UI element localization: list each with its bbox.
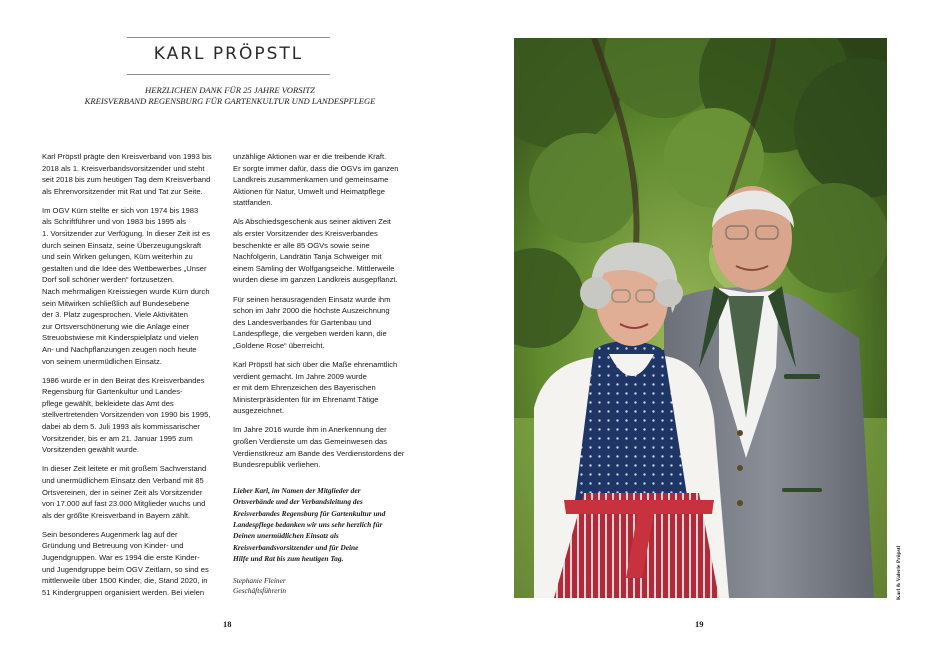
paragraph: Für seinen herausragenden Einsatz wurde ihm schon im Jahr 2000 die höchste Auszeichnung des Landesverbandes für Gartenbau und Landespflege, die vergeben werden kann, die „Goldene Rose“ überreicht. (233, 294, 391, 350)
paragraph: 1986 wurde er in den Beirat des Kreisverbandes Regensburg für Gartenkultur und Landes- pflege gewählt, bekleidete das Amt des stellvertretenden Vorsitzenden von 1990 bis 1995, dabei ab dem 5. Juli 1993 als kommissarischer Vorsitzender, bis er am 21. Januar 1995 zum Vorsitzenden gewählt wurde. (42, 375, 211, 455)
paragraph: Karl Pröpstl hat sich über die Maße ehrenamtlich verdient gemacht. Im Jahre 2009 wurde er mit dem Ehrenzeichen des Bayerischen Ministerpräsidenten für im Ehrenamt Tätige ausgezeichnet. (233, 360, 398, 416)
page-title: KARL PRÖPSTL (153, 44, 304, 64)
subtitle-line-2: KREISVERBAND REGENSBURG FÜR GARTENKULTUR UND LANDESPFLEGE (84, 96, 376, 106)
text-column-2 (233, 151, 419, 597)
portrait-photo (514, 38, 887, 598)
photo-credit: Karl & Valerie Pröpstl (896, 545, 902, 600)
text-column-1 (42, 151, 228, 606)
page-number-left: 18 (223, 619, 232, 629)
signature: Stephanie Fleiner Geschäftsführerin (233, 575, 287, 596)
paragraph: Karl Pröpstl prägte den Kreisverband von 1993 bis 2018 als 1. Kreisverbandsvorsitzender und steht seit 2018 bis zum heutigen Tag dem Kreisverband als Ehrenvorsitzender mit Rat und Tat zur Seite. (42, 152, 212, 196)
closing-dedication: Lieber Karl, im Namen der Mitglieder der Ortsverbände und der Verbandsleitung des Kreisverbandes Regensburg für Gartenkultur und Landespflege bedanken wir uns sehr herzlich für Deinen unermüdlichen Einsatz als Kreisverbandsvorsitzender und für Deine Hilfe und Rat bis zum heutigen Tag. (233, 485, 386, 564)
paragraph: Im Jahre 2016 wurde ihm in Anerkennung der großen Verdienste um das Gemeinwesen das Verdienstkreuz am Bande des Verdienstordens der Bundesrepublik verliehen. (233, 425, 405, 470)
paragraph: In dieser Zeit leitete er mit großem Sachverstand und unermüdlichem Einsatz den Verband mit 85 Ortsvereinen, der in seiner Zeit als Vorsitzender von 17.000 auf fast 23.000 Mitglieder wuchs und als der größte Kreisverband in Bayern zählt. (42, 464, 207, 520)
subtitle (60, 85, 400, 107)
page-number-right: 19 (695, 619, 704, 629)
title-rule-top (127, 37, 330, 38)
paragraph: Als Abschiedsgeschenk aus seiner aktiven Zeit als erster Vorsitzender des Kreisverbandes beschenkte er alle 85 OGVs sowie seine Nachfolgerin, Landrätin Tanja Schweiger mit einem Sämling der Wolfgangseiche. Mittlerweile wurden diese im ganzen Landkreis ausgepflanzt. (233, 217, 398, 285)
title-rule-bottom (127, 74, 330, 75)
portrait-illustration (514, 38, 887, 598)
subtitle-line-1: HERZLICHEN DANK FÜR 25 JAHRE VORSITZ (145, 85, 315, 95)
paragraph: Im OGV Kürn stellte er sich von 1974 bis 1983 als Schriftführer und von 1983 bis 1995 als 1. Vorsitzender zur Verfügung. In dieser Zeit ist es durch seinen Einsatz, seine Überzeugungskraft und sein Wirken gelungen, Kürn weiterhin zu gestalten und die Idee des Wettbewerbes „Unser Dorf soll schöner werden“ fortzusetzen. Nach mehrmaligen Kreissiegen wurde Kürn durch sein Mitwirken schließlich auf Bundesebene der 3. Platz zugesprochen. Viele Aktivitäten zur Ortsverschönerung wie die Anlage einer Streuobstwiese mit Kinderspielplatz und vielen An- und Nachpflanzungen zeugen noch heute von seinem unermüdlichen Einsatz. (42, 205, 210, 366)
paragraph: unzählige Aktionen war er die treibende Kraft. Er sorgte immer dafür, dass die OGVs im ganzen Landkreis zusammenkamen und gemeinsame Aktionen für Natur, Umwelt und Heimatpflege stattfanden. (233, 152, 399, 208)
left-page (0, 0, 471, 667)
paragraph: Sein besonderes Augenmerk lag auf der Gründung und Betreuung von Kinder- und Jugendgruppen. War es 1994 die erste Kinder- und Jugendgruppe beim OGV Zeitlarn, so sind es mittlerweile über 1500 Kinder, die, Stand 2020, in 51 Kindergruppen organisiert werden. Bei vielen (42, 529, 209, 597)
